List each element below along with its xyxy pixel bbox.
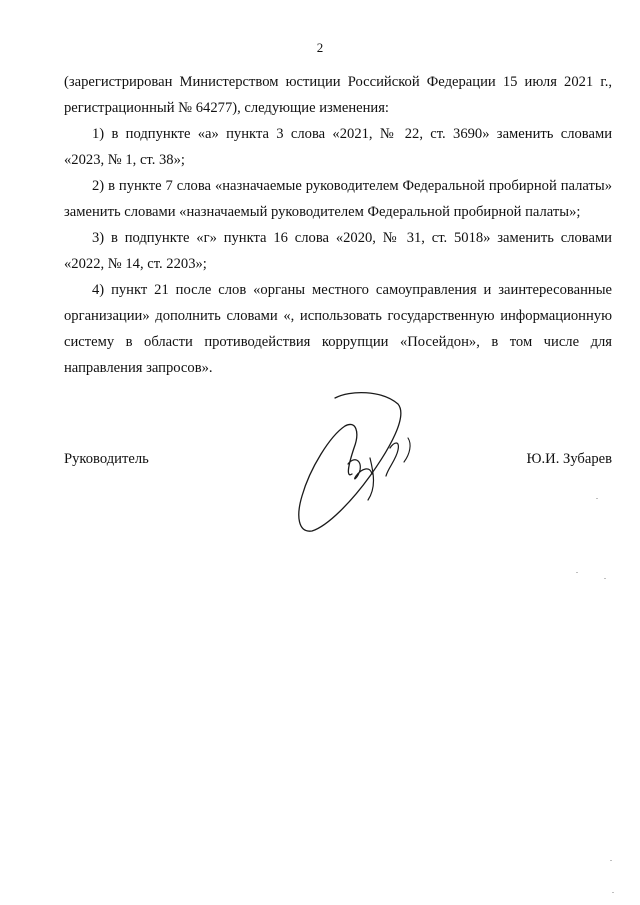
text-line-5: 2) в пункте 7 слова «назначаемые руководителем Федеральной пробирной палаты»: [92, 178, 612, 194]
scan-speck: [612, 892, 614, 893]
text-line-3: 1) в подпункте «а» пункта 3 слова «2021, № 22, ст. 3690» заменить словами: [92, 126, 612, 142]
text-line-12: направления запросов».: [64, 360, 213, 376]
signatory-name: Ю.И. Зубарев: [526, 451, 612, 467]
handwritten-signature: [290, 386, 430, 536]
text-line-6: заменить словами «назначаемый руководителем Федеральной пробирной палаты»;: [64, 204, 581, 220]
text-line-10: организации» дополнить словами «, использовать государственную информационную: [64, 308, 612, 324]
scan-speck: [596, 498, 598, 499]
text-line-2: регистрационный № 64277), следующие изменения:: [64, 100, 389, 116]
page-number: 2: [316, 40, 324, 55]
text-line-8: «2022, № 14, ст. 2203»;: [64, 256, 207, 272]
text-line-1: (зарегистрирован Министерством юстиции Российской Федерации 15 июля 2021 г.,: [64, 74, 612, 90]
text-line-4: «2023, № 1, ст. 38»;: [64, 152, 185, 168]
text-line-7: 3) в подпункте «г» пункта 16 слова «2020, № 31, ст. 5018» заменить словами: [92, 230, 612, 246]
signatory-position: Руководитель: [64, 451, 149, 467]
scan-speck: [604, 578, 606, 579]
scan-speck: [576, 572, 578, 573]
text-line-9: 4) пункт 21 после слов «органы местного самоуправления и заинтересованные: [92, 282, 612, 298]
scan-speck: [610, 860, 612, 861]
text-line-11: систему в области противодействия коррупции «Посейдон», в том числе для: [64, 334, 612, 350]
